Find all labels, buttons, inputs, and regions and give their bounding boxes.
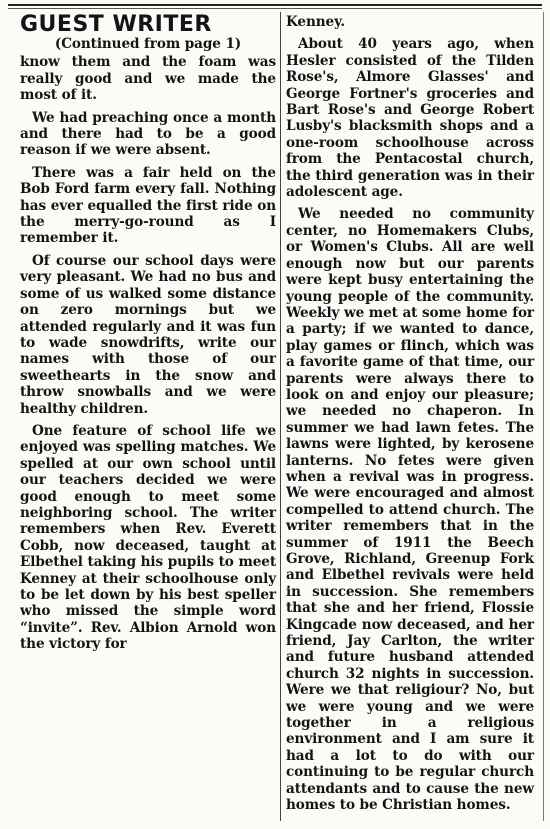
paragraph: About 40 years ago, when Hesler consisted of the Tilden Rose's, Almore Glasses' and George Fortner's groceries and Bart Rose's and George Robert Lusby's blacksmith shops and a one-room schoolhouse across from the Pentacostal church, the third generation was in their adolescent age.	[286, 36, 534, 201]
paragraph: Of course our school days were very pleasant. We had no bus and some of us walked some distance on zero mornings but we attended regularly and it was fun to wade snowdrifts, write our names with those of our sweethearts in the snow and throw snowballs and we were healthy children.	[20, 252, 276, 417]
headline: GUEST WRITER	[20, 12, 212, 37]
top-rule	[8, 4, 542, 6]
right-border	[543, 12, 544, 821]
column-divider	[280, 12, 281, 821]
paragraph: There was a fair held on the Bob Ford farm every fall. Nothing has ever equalled the first ride on the merry-go-round as I remember it.	[20, 164, 276, 247]
paragraph: Kenney.	[286, 14, 345, 30]
right-column	[286, 14, 534, 820]
paragraph: We had preaching once a month and there had to be a good reason if we were absent.	[20, 109, 276, 159]
left-column	[20, 14, 276, 659]
continued-note: (Continued from page 1)	[54, 36, 242, 52]
paragraph: know them and the foam was really good and we made the most of it.	[20, 54, 276, 104]
paragraph: We needed no community center, no Homemakers Clubs, or Women's Clubs. All are well enough now but our parents were kept busy entertaining the young people of the community. Weekly we met at some home for a party; if we wanted to dance, play games or flinch, which was a favorite game of that time, our parents were always there to look on and enjoy our pleasure; we needed no chaperon. In summer we had lawn fetes. The lawns were lighted, by kerosene lanterns. No fetes were given when a revival was in progress. We were encouraged and almost compelled to attend church. The writer remembers that in the summer of 1911 the Beech Grove, Richland, Greenup Fork and Elbethel revivals were held in succession. She remembers that she and her friend, Flossie Kingcade now deceased, and her friend, Jay Carlton, the writer and future husband attended church 32 nights in succession. Were we that religiour? No, but we were young and we were together in a religious environment and I am sure it had a lot to do with our continuing to be regular church attendants and to cause the new homes to be Christian homes.	[286, 206, 534, 814]
top-rule-thin	[8, 8, 542, 9]
paragraph: One feature of school life we enjoyed was spelling matches. We spelled at our own school until our teachers decided we were good enough to meet some neighboring school. The writer remembers when Rev. Everett Cobb, now deceased, taught at Elbethel taking his pupils to meet Kenney at their schoolhouse only to be let down by his best speller who missed the simple word “invite”. Rev. Albion Arnold won the victory for	[20, 422, 276, 653]
